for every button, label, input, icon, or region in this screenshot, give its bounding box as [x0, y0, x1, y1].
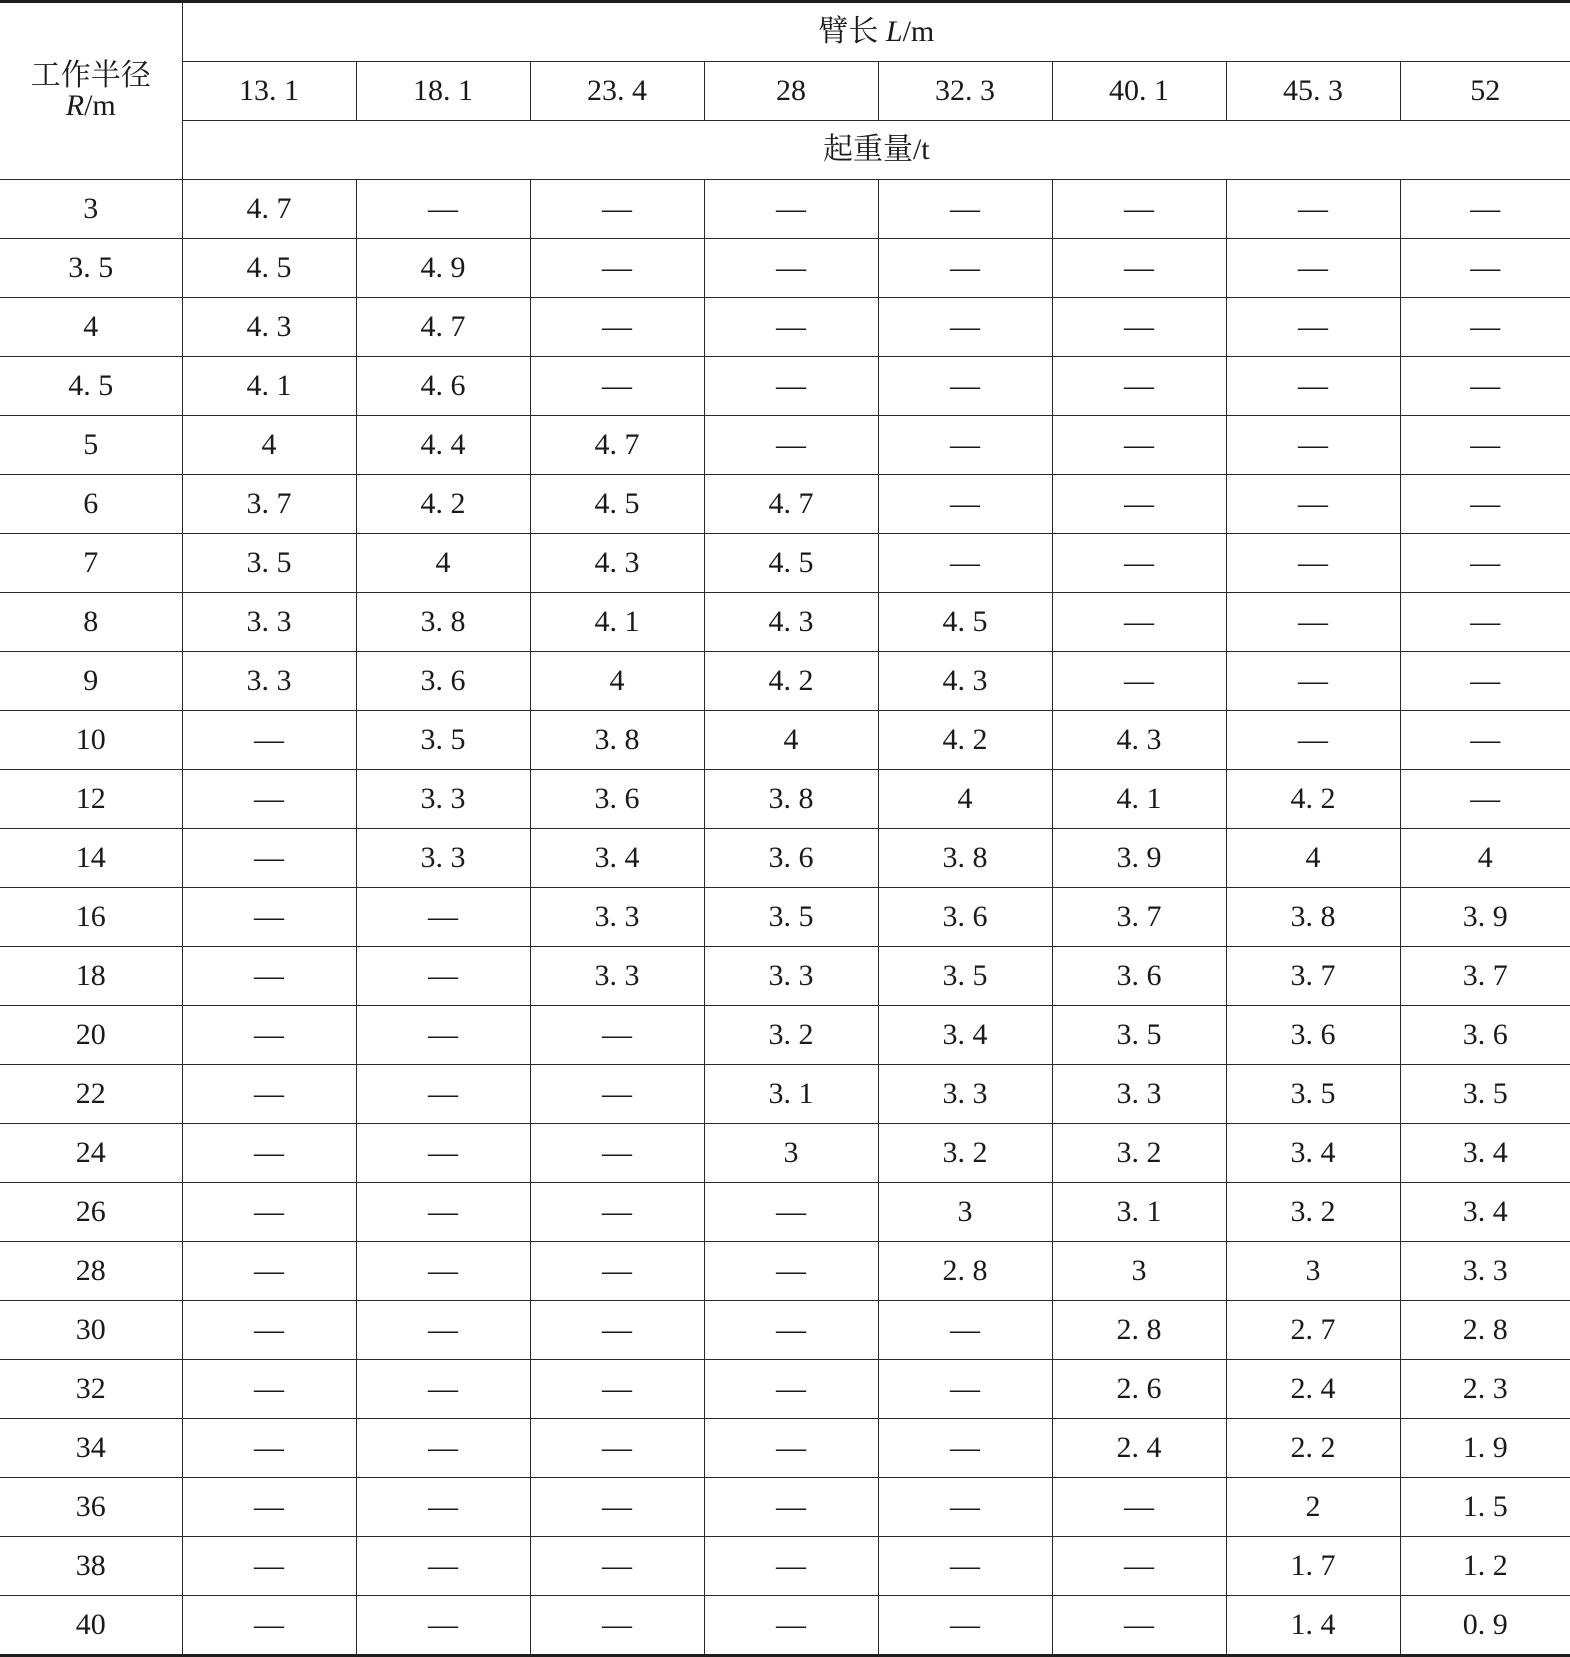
capacity-cell: 4. 7 — [530, 416, 704, 475]
radius-cell: 12 — [0, 770, 182, 829]
capacity-cell: — — [530, 1419, 704, 1478]
radius-cell: 20 — [0, 1006, 182, 1065]
radius-cell: 10 — [0, 711, 182, 770]
capacity-cell: — — [878, 357, 1052, 416]
capacity-cell: — — [1400, 239, 1570, 298]
capacity-cell: — — [878, 475, 1052, 534]
capacity-cell: 4. 1 — [182, 357, 356, 416]
capacity-cell: — — [182, 1419, 356, 1478]
capacity-cell: — — [356, 1124, 530, 1183]
capacity-cell: 3. 9 — [1052, 829, 1226, 888]
capacity-cell: — — [1400, 416, 1570, 475]
table-row — [0, 1006, 1570, 1065]
capacity-cell: — — [878, 1596, 1052, 1656]
capacity-cell: 1. 5 — [1400, 1478, 1570, 1537]
capacity-cell: — — [356, 1242, 530, 1301]
capacity-cell: 4 — [1400, 829, 1570, 888]
capacity-cell: 3. 4 — [1400, 1183, 1570, 1242]
radius-cell: 9 — [0, 652, 182, 711]
capacity-cell: 0. 9 — [1400, 1596, 1570, 1656]
capacity-cell: 2. 8 — [878, 1242, 1052, 1301]
capacity-cell: — — [704, 416, 878, 475]
capacity-cell: 3. 7 — [1400, 947, 1570, 1006]
capacity-cell: — — [1052, 593, 1226, 652]
capacity-cell: — — [530, 1478, 704, 1537]
capacity-cell: — — [356, 1537, 530, 1596]
capacity-cell: — — [182, 1065, 356, 1124]
capacity-cell: 3. 5 — [1400, 1065, 1570, 1124]
capacity-cell: — — [704, 1419, 878, 1478]
capacity-cell: 3 — [1052, 1242, 1226, 1301]
capacity-cell: 4 — [704, 711, 878, 770]
capacity-header-cell: 起重量/t — [182, 121, 1570, 180]
capacity-cell: — — [1226, 593, 1400, 652]
capacity-cell: 4. 2 — [356, 475, 530, 534]
capacity-cell: 3. 6 — [1400, 1006, 1570, 1065]
radius-cell: 24 — [0, 1124, 182, 1183]
table-row — [0, 711, 1570, 770]
capacity-cell: 4. 5 — [704, 534, 878, 593]
capacity-cell: — — [704, 357, 878, 416]
capacity-cell: — — [530, 1124, 704, 1183]
capacity-cell: — — [182, 1537, 356, 1596]
capacity-cell: 2. 6 — [1052, 1360, 1226, 1419]
capacity-cell: — — [530, 1596, 704, 1656]
capacity-cell: — — [182, 1360, 356, 1419]
capacity-cell: — — [1400, 298, 1570, 357]
table-row — [0, 770, 1570, 829]
capacity-cell: 3. 5 — [182, 534, 356, 593]
capacity-cell: 4. 5 — [182, 239, 356, 298]
boom-length-value: 13. 1 — [182, 62, 356, 121]
table-row — [0, 1124, 1570, 1183]
capacity-cell: — — [1400, 357, 1570, 416]
capacity-cell: 3. 5 — [704, 888, 878, 947]
capacity-cell: — — [530, 1065, 704, 1124]
capacity-cell: 4. 4 — [356, 416, 530, 475]
table-row — [0, 1301, 1570, 1360]
capacity-cell: — — [530, 1537, 704, 1596]
capacity-cell: 3. 3 — [356, 829, 530, 888]
radius-cell: 6 — [0, 475, 182, 534]
capacity-cell: — — [530, 1183, 704, 1242]
table-row — [0, 652, 1570, 711]
capacity-cell: 4. 7 — [182, 180, 356, 239]
capacity-cell: 4 — [878, 770, 1052, 829]
capacity-cell: 2. 8 — [1400, 1301, 1570, 1360]
capacity-cell: 3. 5 — [1052, 1006, 1226, 1065]
capacity-cell: — — [1052, 1596, 1226, 1656]
capacity-cell: 3. 3 — [1400, 1242, 1570, 1301]
boom-length-value: 40. 1 — [1052, 62, 1226, 121]
capacity-cell: — — [1226, 180, 1400, 239]
capacity-cell: 3. 6 — [1052, 947, 1226, 1006]
capacity-cell: — — [356, 1065, 530, 1124]
capacity-cell: 3. 1 — [704, 1065, 878, 1124]
radius-cell: 28 — [0, 1242, 182, 1301]
radius-cell: 4 — [0, 298, 182, 357]
capacity-cell: — — [530, 1360, 704, 1419]
table-row — [0, 298, 1570, 357]
radius-cell: 5 — [0, 416, 182, 475]
capacity-cell: 4. 3 — [1052, 711, 1226, 770]
stub-header-variable: R — [65, 89, 85, 122]
capacity-cell: — — [704, 180, 878, 239]
capacity-cell: 3 — [704, 1124, 878, 1183]
capacity-cell: 3. 2 — [1226, 1183, 1400, 1242]
table-body — [0, 2, 1570, 1656]
capacity-cell: — — [1052, 180, 1226, 239]
capacity-cell: — — [878, 534, 1052, 593]
capacity-cell: 3. 7 — [1226, 947, 1400, 1006]
capacity-cell: 1. 9 — [1400, 1419, 1570, 1478]
radius-cell: 14 — [0, 829, 182, 888]
radius-cell: 3 — [0, 180, 182, 239]
capacity-cell: — — [1226, 711, 1400, 770]
capacity-cell: — — [1226, 475, 1400, 534]
capacity-cell: — — [182, 1478, 356, 1537]
capacity-cell: 4. 3 — [530, 534, 704, 593]
capacity-cell: — — [1052, 239, 1226, 298]
capacity-cell: 3. 3 — [182, 652, 356, 711]
capacity-cell: 4 — [356, 534, 530, 593]
capacity-cell: — — [1052, 534, 1226, 593]
capacity-cell: — — [1226, 534, 1400, 593]
capacity-cell: 2. 8 — [1052, 1301, 1226, 1360]
radius-cell: 40 — [0, 1596, 182, 1656]
capacity-cell: 3. 4 — [878, 1006, 1052, 1065]
table-row — [0, 593, 1570, 652]
capacity-cell: — — [1400, 593, 1570, 652]
table-row — [0, 534, 1570, 593]
capacity-cell: — — [182, 829, 356, 888]
capacity-cell: — — [878, 416, 1052, 475]
capacity-cell: — — [704, 1360, 878, 1419]
capacity-cell: 4. 7 — [704, 475, 878, 534]
boom-length-value: 23. 4 — [530, 62, 704, 121]
header-row-capacity — [0, 121, 1570, 180]
capacity-cell: — — [878, 180, 1052, 239]
capacity-cell: — — [356, 1419, 530, 1478]
radius-cell: 4. 5 — [0, 357, 182, 416]
capacity-cell: — — [356, 180, 530, 239]
capacity-cell: 1. 7 — [1226, 1537, 1400, 1596]
table-row — [0, 416, 1570, 475]
capacity-cell: 3. 6 — [530, 770, 704, 829]
capacity-cell: — — [530, 239, 704, 298]
capacity-cell: — — [1400, 180, 1570, 239]
capacity-cell: 3. 2 — [704, 1006, 878, 1065]
capacity-cell: 3. 3 — [878, 1065, 1052, 1124]
capacity-cell: 3. 8 — [704, 770, 878, 829]
capacity-cell: 3. 3 — [530, 888, 704, 947]
capacity-cell: — — [1400, 652, 1570, 711]
boom-length-value: 52 — [1400, 62, 1570, 121]
capacity-cell: — — [704, 1242, 878, 1301]
capacity-cell: 2. 4 — [1226, 1360, 1400, 1419]
table-row — [0, 1419, 1570, 1478]
capacity-cell: 4. 2 — [1226, 770, 1400, 829]
capacity-cell: 2. 2 — [1226, 1419, 1400, 1478]
boom-length-label: 臂长 — [818, 15, 886, 48]
capacity-cell: — — [1226, 416, 1400, 475]
capacity-cell: — — [356, 1360, 530, 1419]
capacity-cell: — — [1052, 1478, 1226, 1537]
capacity-cell: 3. 3 — [182, 593, 356, 652]
capacity-cell: 3. 3 — [356, 770, 530, 829]
capacity-cell: 3. 8 — [356, 593, 530, 652]
capacity-cell: — — [182, 1596, 356, 1656]
capacity-cell: 3. 8 — [878, 829, 1052, 888]
boom-length-variable: L — [885, 15, 903, 48]
table-row — [0, 947, 1570, 1006]
capacity-cell: 4. 3 — [182, 298, 356, 357]
capacity-cell: 4. 2 — [704, 652, 878, 711]
capacity-cell: 4. 3 — [704, 593, 878, 652]
table-row — [0, 1360, 1570, 1419]
boom-length-header-cell — [182, 2, 1570, 62]
table-row — [0, 1596, 1570, 1656]
capacity-cell: 3 — [1226, 1242, 1400, 1301]
capacity-cell: 3. 2 — [1052, 1124, 1226, 1183]
capacity-cell: — — [704, 239, 878, 298]
capacity-cell: — — [704, 1183, 878, 1242]
capacity-cell: 3. 6 — [704, 829, 878, 888]
capacity-cell: 4 — [1226, 829, 1400, 888]
capacity-cell: 4. 6 — [356, 357, 530, 416]
stub-header-label: 工作半径 — [30, 59, 151, 92]
capacity-cell: 2. 4 — [1052, 1419, 1226, 1478]
capacity-cell: — — [182, 1242, 356, 1301]
capacity-cell: 3. 3 — [704, 947, 878, 1006]
capacity-cell: 4. 3 — [878, 652, 1052, 711]
capacity-cell: 3. 3 — [530, 947, 704, 1006]
capacity-cell: — — [356, 1183, 530, 1242]
capacity-cell: 3. 4 — [530, 829, 704, 888]
capacity-cell: 4. 5 — [530, 475, 704, 534]
capacity-cell: — — [1052, 652, 1226, 711]
stub-header-unit: /m — [84, 89, 116, 122]
capacity-cell: 3. 7 — [182, 475, 356, 534]
radius-cell: 36 — [0, 1478, 182, 1537]
capacity-cell: 4. 7 — [356, 298, 530, 357]
capacity-cell: — — [878, 239, 1052, 298]
capacity-cell: 4. 2 — [878, 711, 1052, 770]
boom-length-value: 45. 3 — [1226, 62, 1400, 121]
header-row-boom — [0, 2, 1570, 62]
capacity-cell: 1. 2 — [1400, 1537, 1570, 1596]
boom-length-unit: /m — [902, 15, 935, 48]
capacity-cell: — — [1400, 770, 1570, 829]
capacity-cell: 3. 6 — [1226, 1006, 1400, 1065]
radius-cell: 26 — [0, 1183, 182, 1242]
capacity-cell: — — [356, 947, 530, 1006]
table-row — [0, 1478, 1570, 1537]
capacity-cell: — — [356, 1596, 530, 1656]
capacity-cell: — — [182, 1301, 356, 1360]
capacity-cell: — — [1052, 1537, 1226, 1596]
capacity-cell: — — [1052, 475, 1226, 534]
capacity-cell: — — [878, 1419, 1052, 1478]
radius-cell: 3. 5 — [0, 239, 182, 298]
capacity-cell: — — [1226, 357, 1400, 416]
capacity-cell: — — [356, 1301, 530, 1360]
table-row — [0, 1065, 1570, 1124]
header-row-boom-values — [0, 62, 1570, 121]
capacity-cell: 2. 3 — [1400, 1360, 1570, 1419]
radius-cell: 32 — [0, 1360, 182, 1419]
capacity-cell: — — [1052, 357, 1226, 416]
capacity-cell: 3. 6 — [878, 888, 1052, 947]
radius-cell: 7 — [0, 534, 182, 593]
table-row — [0, 829, 1570, 888]
table-row — [0, 888, 1570, 947]
capacity-cell: — — [356, 1006, 530, 1065]
table-row — [0, 180, 1570, 239]
capacity-cell: 3. 8 — [1226, 888, 1400, 947]
capacity-cell: — — [530, 1301, 704, 1360]
capacity-cell: 3 — [878, 1183, 1052, 1242]
stub-header-cell — [0, 2, 182, 180]
table-row — [0, 1242, 1570, 1301]
capacity-cell: 3. 5 — [356, 711, 530, 770]
capacity-cell: 3. 5 — [1226, 1065, 1400, 1124]
capacity-cell: 4. 1 — [1052, 770, 1226, 829]
capacity-cell: 3. 9 — [1400, 888, 1570, 947]
capacity-cell: 1. 4 — [1226, 1596, 1400, 1656]
capacity-cell: — — [182, 711, 356, 770]
capacity-cell: — — [182, 1124, 356, 1183]
capacity-cell: — — [182, 947, 356, 1006]
capacity-cell: — — [878, 1478, 1052, 1537]
radius-cell: 34 — [0, 1419, 182, 1478]
capacity-cell: 3. 8 — [530, 711, 704, 770]
capacity-cell: 3. 4 — [1226, 1124, 1400, 1183]
capacity-cell: — — [878, 298, 1052, 357]
capacity-cell: 3. 3 — [1052, 1065, 1226, 1124]
capacity-cell: — — [1400, 534, 1570, 593]
capacity-cell: — — [1226, 239, 1400, 298]
capacity-cell: — — [1400, 475, 1570, 534]
radius-cell: 38 — [0, 1537, 182, 1596]
capacity-cell: — — [704, 1596, 878, 1656]
capacity-cell: — — [530, 357, 704, 416]
radius-cell: 22 — [0, 1065, 182, 1124]
radius-cell: 16 — [0, 888, 182, 947]
radius-cell: 30 — [0, 1301, 182, 1360]
radius-cell: 18 — [0, 947, 182, 1006]
capacity-cell: 3. 4 — [1400, 1124, 1570, 1183]
capacity-cell: — — [704, 1478, 878, 1537]
capacity-cell: 3. 6 — [356, 652, 530, 711]
table-row — [0, 239, 1570, 298]
table-row — [0, 1183, 1570, 1242]
capacity-cell: 3. 7 — [1052, 888, 1226, 947]
capacity-cell: — — [530, 1006, 704, 1065]
table-row — [0, 357, 1570, 416]
capacity-cell: 3. 5 — [878, 947, 1052, 1006]
capacity-cell: — — [356, 888, 530, 947]
capacity-cell: — — [878, 1301, 1052, 1360]
capacity-cell: — — [530, 180, 704, 239]
capacity-cell: — — [1400, 711, 1570, 770]
capacity-cell: 2 — [1226, 1478, 1400, 1537]
capacity-cell: — — [1226, 652, 1400, 711]
capacity-cell: — — [704, 1537, 878, 1596]
radius-cell: 8 — [0, 593, 182, 652]
capacity-cell: 2. 7 — [1226, 1301, 1400, 1360]
capacity-cell: — — [704, 1301, 878, 1360]
capacity-cell: 4. 1 — [530, 593, 704, 652]
boom-length-value: 32. 3 — [878, 62, 1052, 121]
capacity-cell: 3. 1 — [1052, 1183, 1226, 1242]
capacity-cell: — — [1052, 298, 1226, 357]
capacity-cell: 4. 5 — [878, 593, 1052, 652]
capacity-cell: — — [356, 1478, 530, 1537]
capacity-cell: — — [182, 888, 356, 947]
capacity-cell: — — [878, 1537, 1052, 1596]
boom-length-value: 18. 1 — [356, 62, 530, 121]
capacity-cell: — — [704, 298, 878, 357]
capacity-cell: — — [182, 1006, 356, 1065]
capacity-cell: — — [878, 1360, 1052, 1419]
capacity-cell: 4 — [182, 416, 356, 475]
table-row — [0, 1537, 1570, 1596]
capacity-cell: — — [530, 298, 704, 357]
boom-length-value: 28 — [704, 62, 878, 121]
capacity-cell: 4. 9 — [356, 239, 530, 298]
capacity-cell: 3. 2 — [878, 1124, 1052, 1183]
capacity-cell: — — [182, 770, 356, 829]
capacity-cell: — — [1052, 416, 1226, 475]
capacity-cell: 4 — [530, 652, 704, 711]
capacity-cell: — — [182, 1183, 356, 1242]
capacity-cell: — — [1226, 298, 1400, 357]
capacity-cell: — — [530, 1242, 704, 1301]
table-row — [0, 475, 1570, 534]
